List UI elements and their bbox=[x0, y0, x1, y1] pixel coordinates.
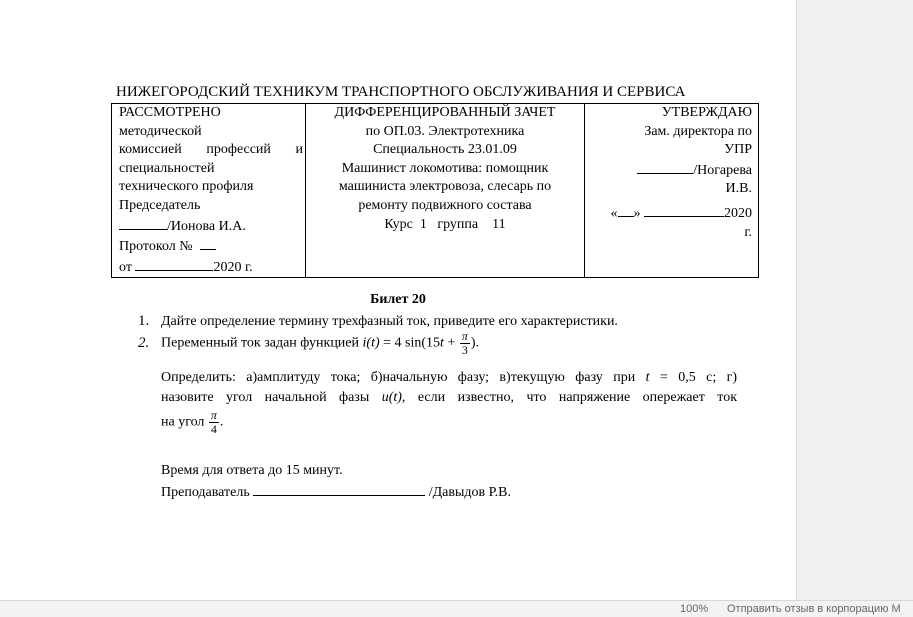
approval-left-cell bbox=[112, 104, 306, 278]
protocol-line bbox=[119, 236, 303, 257]
left-cell-line: комиссией профессий и bbox=[119, 142, 303, 158]
question-2-statement bbox=[161, 330, 479, 357]
date-suffix: 2020 г. bbox=[213, 259, 253, 275]
task-line-3 bbox=[161, 409, 223, 436]
question-2-intro: Переменный ток задан функцией bbox=[161, 335, 360, 351]
task-text: = 0,5 с; г) bbox=[659, 370, 738, 385]
quote-open: « bbox=[610, 205, 618, 221]
time-variable: t bbox=[440, 335, 444, 351]
left-cell-line: Председатель bbox=[119, 197, 201, 213]
right-cell-title: УТВЕРЖДАЮ bbox=[661, 105, 752, 120]
profession-line: машиниста электровоза, слесарь по bbox=[338, 179, 552, 195]
exam-center-cell bbox=[306, 104, 585, 278]
question-1-text: Дайте определение термину трехфазный ток, приведите его характеристики. bbox=[161, 314, 618, 329]
fraction-numerator: π bbox=[210, 408, 217, 422]
question-2-task bbox=[161, 368, 737, 408]
teacher-name: /Давыдов Р.В. bbox=[428, 485, 512, 500]
protocol-label: Протокол № bbox=[119, 239, 193, 255]
signature-blank bbox=[637, 160, 693, 174]
task-text: . bbox=[219, 414, 224, 430]
question-2-number: 2. bbox=[138, 335, 150, 351]
left-cell-line: специальностей bbox=[119, 160, 215, 176]
exam-title: ДИФФЕРЕНЦИРОВАННЫЙ ЗАЧЕТ bbox=[334, 105, 556, 120]
question-1-number: 1. bbox=[138, 313, 150, 329]
phase-fraction bbox=[460, 330, 470, 357]
subject-line: по ОП.03. Электротехника bbox=[365, 123, 525, 139]
director-name: /Ногарева bbox=[693, 162, 752, 178]
month-blank bbox=[644, 203, 724, 217]
plus-sign: + bbox=[443, 335, 459, 351]
ticket-title: Билет 20 bbox=[370, 292, 426, 307]
protocol-date-line bbox=[119, 257, 303, 278]
protocol-number-blank bbox=[200, 236, 216, 250]
teacher-label: Преподаватель bbox=[161, 485, 250, 500]
left-cell-title: РАССМОТРЕНО bbox=[119, 105, 221, 120]
approval-date-line bbox=[585, 203, 752, 224]
side-pane bbox=[796, 0, 913, 600]
left-cell-line: методической bbox=[119, 123, 202, 139]
date-prefix: от bbox=[119, 259, 132, 275]
feedback-link[interactable]: Отправить отзыв в корпорацию М bbox=[727, 603, 901, 615]
chairman-name: /Ионова И.А. bbox=[167, 218, 246, 234]
right-cell-line: Зам. директора по bbox=[644, 123, 752, 139]
task-text: если известно, что напряжение опережает ток bbox=[417, 390, 737, 405]
right-cell-line: УПР bbox=[724, 142, 752, 158]
task-text: назовите угол начальной фазы bbox=[161, 390, 370, 405]
date-blank bbox=[135, 257, 213, 271]
equation-part: = 4 sin(15 bbox=[379, 335, 441, 351]
year-suffix: г. bbox=[744, 224, 752, 240]
header-table bbox=[111, 103, 759, 278]
chairman-signature-line bbox=[119, 216, 303, 237]
task-line-2 bbox=[161, 388, 737, 408]
task-line-1 bbox=[161, 368, 737, 388]
profession-line: Машинист локомотива: помощник bbox=[341, 160, 549, 176]
approval-right-cell bbox=[585, 104, 759, 278]
quote-close: » bbox=[633, 205, 641, 221]
time-note: Время для ответа до 15 минут. bbox=[161, 463, 343, 478]
task-text: Определить: а)амплитуду тока; б)начальную фазу; в)текущую фазу при bbox=[161, 370, 636, 385]
day-blank bbox=[618, 203, 634, 217]
fraction-denominator: 3 bbox=[461, 343, 468, 357]
director-initials: И.В. bbox=[725, 181, 752, 197]
signature-blank bbox=[119, 216, 167, 230]
fraction-denominator: 4 bbox=[210, 422, 217, 436]
teacher-line bbox=[161, 482, 511, 501]
function-symbol: i(t) bbox=[362, 335, 380, 351]
angle-fraction bbox=[209, 409, 219, 436]
left-cell-line: технического профиля bbox=[119, 179, 254, 195]
voltage-function: u(t), bbox=[381, 390, 406, 405]
specialty-line: Специальность 23.01.09 bbox=[373, 142, 517, 158]
institution-name: НИЖЕГОРОДСКИЙ ТЕХНИКУМ ТРАНСПОРТНОГО ОБСЛУЖИВАНИЯ И СЕРВИСА bbox=[116, 84, 686, 100]
approval-year: 2020 bbox=[724, 205, 752, 221]
time-variable: t bbox=[645, 370, 650, 385]
profession-line: ремонту подвижного состава bbox=[358, 197, 532, 213]
teacher-signature-blank bbox=[253, 482, 425, 496]
task-text: на угол bbox=[161, 414, 205, 430]
zoom-level[interactable]: 100% bbox=[680, 603, 709, 615]
status-bar bbox=[0, 600, 913, 617]
course-group-line: Курс 1 группа 11 bbox=[384, 216, 506, 232]
director-signature-line bbox=[585, 160, 752, 181]
equation-close: ). bbox=[470, 335, 479, 351]
fraction-numerator: π bbox=[461, 329, 468, 343]
